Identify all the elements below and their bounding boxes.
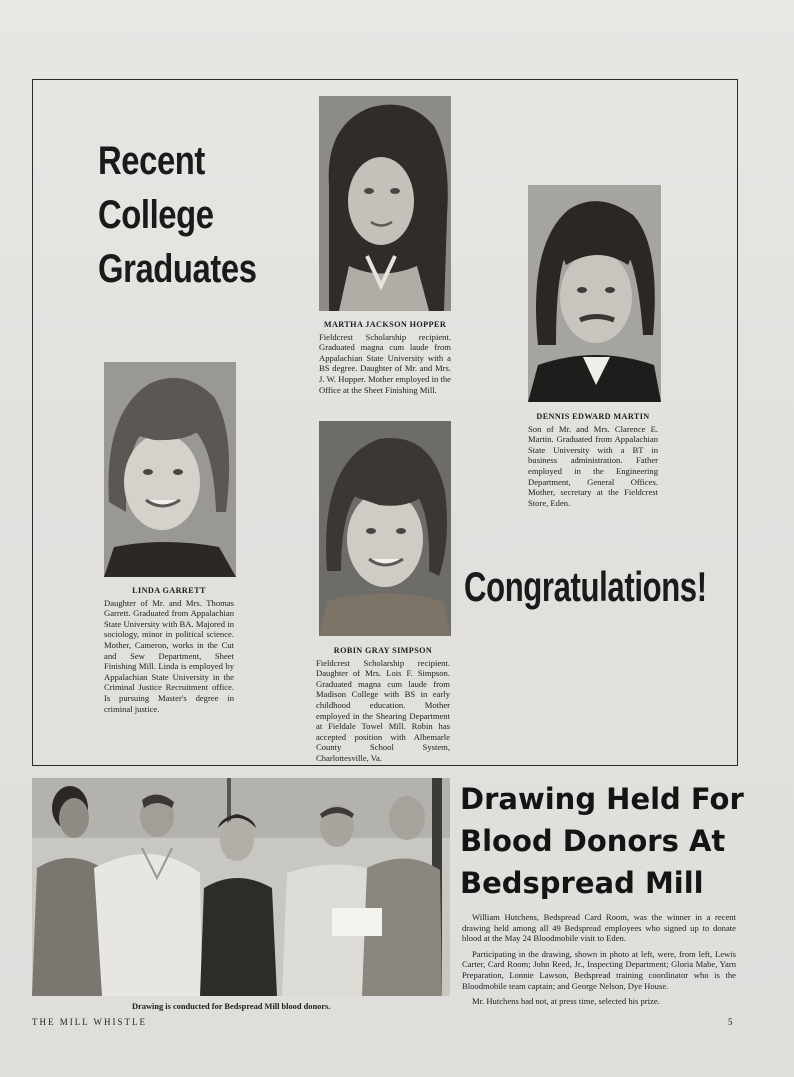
story-paragraph: William Hutchens, Bedspread Card Room, was the winner in a recent drawing held among all 49 Bedspread employees who signed up to donate blood at the May 24 Bloodmobile visit to Eden. xyxy=(462,912,736,944)
headline-line: Drawing Held For xyxy=(460,782,744,816)
graduate-bio: Fieldcrest Scholarship recipient. Graduated magna cum laude from Appalachian State University with a BS degree. Daughter of Mr. and Mrs. J. W. Hopper. Mother employed in the Office at the Sheet Finishing Mill. xyxy=(319,331,451,395)
graduate-caption-simpson xyxy=(316,646,450,764)
graduate-bio: Son of Mr. and Mrs. Clarence E. Martin. Graduated from Appalachian State University with a BT in business administration. Father employed in the Engineering Department, General Offices. Mother, secretary at the Fieldcrest Store, Eden. xyxy=(528,423,658,508)
portrait-photo-martin xyxy=(528,185,661,402)
graduate-caption-hopper xyxy=(319,320,451,395)
graduate-name: DENNIS EDWARD MARTIN xyxy=(536,412,650,421)
heading-line: Recent xyxy=(98,139,205,183)
group-photo-caption: Drawing is conducted for Bedspread Mill blood donors. xyxy=(132,1002,331,1011)
heading-line: College xyxy=(98,193,214,237)
heading-line: Graduates xyxy=(98,247,257,291)
congratulations-headline: Congratulations! xyxy=(464,563,707,610)
portrait-photo-simpson xyxy=(319,421,451,636)
portrait-photo-garrett xyxy=(104,362,236,577)
headline-line: Blood Donors At xyxy=(460,824,726,858)
page-number: 5 xyxy=(728,1017,733,1027)
graduate-name: LINDA GARRETT xyxy=(132,586,206,595)
story-body xyxy=(462,912,736,1012)
graduate-bio: Daughter of Mr. and Mrs. Thomas Garrett. Graduated from Appalachian State University with BA. Majored in sociology, minor in political science. Mother, Cameron, works in the Cut and Sew Department, Sheet Finishing Mill. Linda is employed by Appalachian State University in the Criminal Justice Recruitment office. Is pursuing Master's degree in criminal justice. xyxy=(104,597,234,714)
graduate-name: ROBIN GRAY SIMPSON xyxy=(333,646,433,655)
feature-heading xyxy=(98,134,262,296)
graduate-caption-martin xyxy=(528,412,658,508)
publication-name: THE MILL WHISTLE xyxy=(32,1017,147,1027)
portrait-photo-hopper xyxy=(319,96,451,311)
story-paragraph: Participating in the drawing, shown in photo at left, were, from left, Lewis Carter, Card Room; John Reed, Jr., Inspecting Department; Gloria Mabe, Yarn Preparation, Lonnie Lawson, Bedspread training coordinator who is the Bloodmobile team captain; and George Nelson, Dye House. xyxy=(462,948,736,991)
graduate-caption-garrett xyxy=(104,586,234,714)
headline-line: Bedspread Mill xyxy=(460,866,704,900)
story-paragraph: Mr. Hutchens had not, at press time, selected his prize. xyxy=(472,996,660,1007)
story-headline xyxy=(460,778,760,904)
graduate-bio: Fieldcrest Scholarship recipient. Daughter of Mrs. Lois F. Simpson. Graduated magna cum laude from Madison College with BS in early childhood education. Mother employed in the Shearing Department at Fieldale Towel Mill. Robin has accepted position with Albemarle County School System, Charlottesville, Va. xyxy=(316,657,450,763)
blood-drive-group-photo xyxy=(32,778,450,996)
graduate-name: MARTHA JACKSON HOPPER xyxy=(323,320,447,329)
